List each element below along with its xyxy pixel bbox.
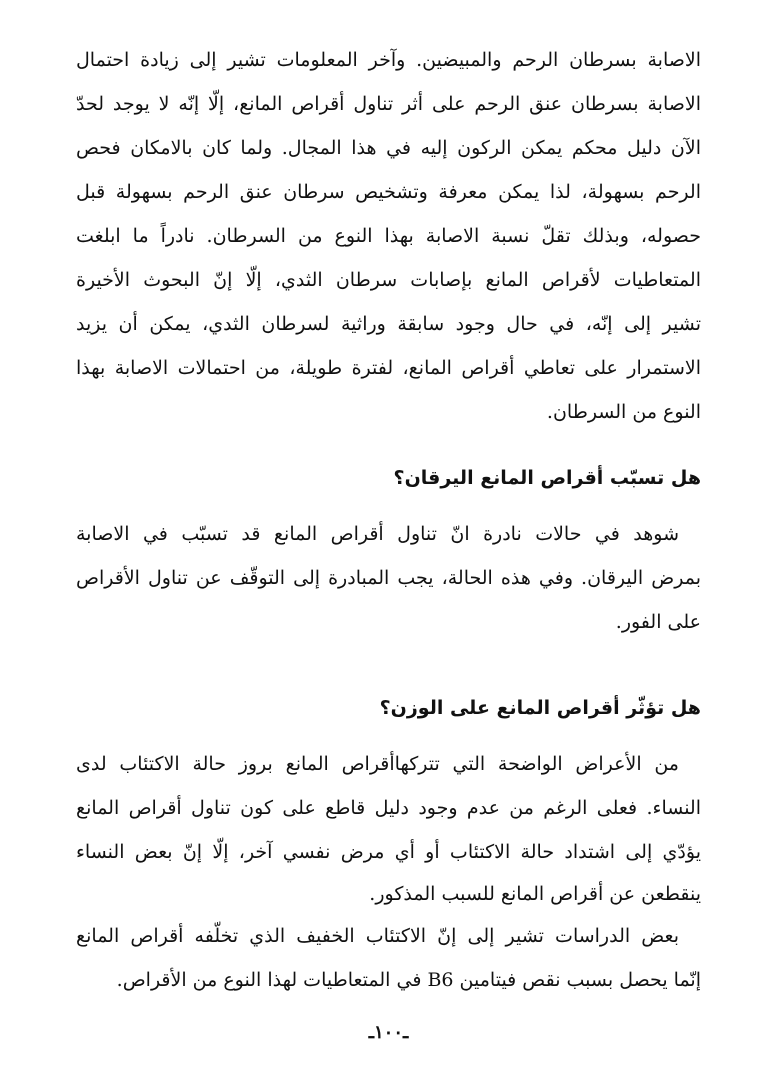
paragraph-line: ينقطعن عن أقراص المانع للسبب المذكور. (369, 883, 701, 905)
paragraph-line: تشير إلى إنّه، في حال وجود سابقة وراثية لسرطان الثدي، يمكن أن يزيد (76, 313, 701, 335)
paragraph-line: الاصابة بسرطان الرحم والمبيضين. وآخر المعلومات تشير إلى زيادة احتمال (76, 49, 701, 71)
paragraph-line: بعض الدراسات تشير إلى إنّ الاكتئاب الخفيف الذي تخلّفه أقراص المانع (76, 925, 679, 947)
page-number: ـ١٠٠ـ (368, 1022, 409, 1043)
paragraph-line: النساء. فعلى الرغم من عدم وجود دليل قاطع على كون تناول أقراص المانع (76, 797, 701, 819)
paragraph-line: حصوله، وبذلك تقلّ نسبة الاصابة بهذا النوع من السرطان. نادراً ما ابلغت (76, 225, 701, 247)
section-heading-jaundice: هل تسبّب أقراص المانع اليرقان؟ (393, 467, 701, 489)
paragraph-line: يؤدّي إلى اشتداد حالة الاكتئاب أو أي مرض نفسي آخر، إلّا إنّ بعض النساء (76, 841, 701, 863)
document-page (76, 0, 701, 1079)
paragraph-line: بمرض اليرقان. وفي هذه الحالة، يجب المبادرة إلى التوقّف عن تناول الأقراص (76, 567, 701, 589)
paragraph-line: المتعاطيات لأقراص المانع بإصابات سرطان الثدي، إلّا إنّ البحوث الأخيرة (76, 269, 701, 291)
paragraph-line: إنّما يحصل بسبب نقص فيتامين B6 في المتعاطيات لهذا النوع من الأقراص. (116, 969, 701, 991)
paragraph-line: النوع من السرطان. (546, 401, 701, 423)
paragraph-line: من الأعراض الواضحة التي تتركهاأقراص المانع بروز حالة الاكتئاب لدى (76, 753, 679, 775)
section-heading-weight: هل تؤثّر أقراص المانع على الوزن؟ (379, 697, 701, 719)
paragraph-line: الاستمرار على تعاطي أقراص المانع، لفترة طويلة، من احتمالات الاصابة بهذا (76, 357, 701, 379)
paragraph-line: الاصابة بسرطان عنق الرحم على أثر تناول أقراص المانع، إلّا إنّه لا يوجد لحدّ (76, 93, 701, 115)
paragraph-line: الآن دليل محكم يمكن الركون إليه في هذا المجال. ولما كان بالامكان فحص (76, 137, 701, 159)
paragraph-line: شوهد في حالات نادرة انّ تناول أقراص المانع قد تسبّب في الاصابة (76, 523, 679, 545)
paragraph-line: على الفور. (615, 611, 701, 633)
paragraph-line: الرحم بسهولة، لذا يمكن معرفة وتشخيص سرطان عنق الرحم بسهولة قبل (76, 181, 701, 203)
